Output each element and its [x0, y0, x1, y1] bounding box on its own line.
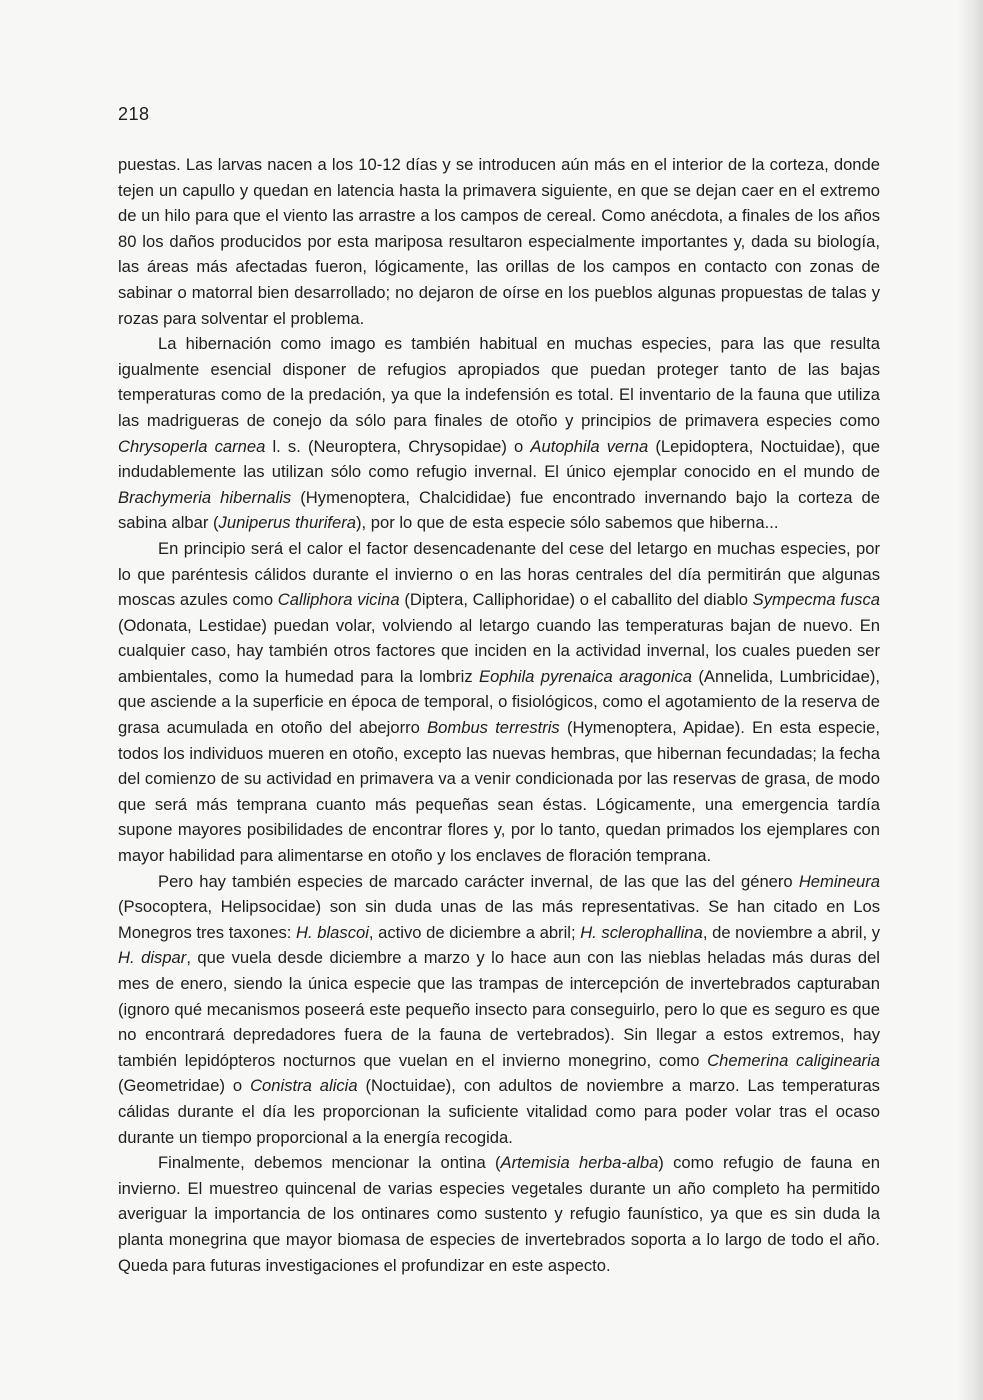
species-name: Conistra alicia	[250, 1076, 358, 1096]
text-run: En principio será el calor el factor desencadenante del cese del letargo en muchas especies, por lo que paréntesis cálidos durante el invierno o en las horas centrales del día permitirán que algunas moscas azules como	[118, 538, 880, 610]
species-name: Chrysoperla carnea	[118, 436, 266, 456]
text-run: (Geometridae) o	[118, 1076, 251, 1096]
text-run: (Hymenoptera, Chalcididae) fue encontrado invernando bajo la corteza de sabina albar (	[118, 487, 880, 533]
species-name: Brachymeria hibernalis	[118, 487, 292, 507]
body-text	[118, 152, 880, 1278]
text-run: puestas. Las larvas nacen a los 10-12 días y se introducen aún más en el interior de la corteza, donde tejen un capullo y quedan en latencia hasta la primavera siguiente, en que se dejan caer en el extremo de un hilo para que el viento las arrastre a los campos de cereal. Como anécdota, a finales de los años 80 los daños producidos por esta mariposa resultaron especialmente importantes y, dada su biología, las áreas más afectadas fueron, lógicamente, las orillas de los campos en contacto con zonas de sabinar o matorral bien desarrollado; no dejaron de oírse en los pueblos algunas propuestas de talas y rozas para solventar el problema.	[118, 155, 880, 328]
text-run: ), por lo que de esta especie sólo sabemos que hiberna...	[355, 513, 779, 533]
species-name: Autophila verna	[530, 436, 649, 456]
text-run: Finalmente, debemos mencionar la ontina (	[158, 1153, 501, 1173]
paragraph	[118, 1150, 880, 1278]
species-name: Hemineura	[798, 871, 880, 891]
text-run: La hibernación como imago es también habitual en muchas especies, para las que resulta igualmente esencial disponer de refugios apropiados que puedan proteger tanto de las bajas temperaturas como de la predación, ya que la indefensión es total. El inventario de la fauna que utiliza las madrigueras de conejo da sólo para finales de otoño y principios de primavera especies como	[118, 334, 880, 430]
text-run: (Lepidoptera, Noctuidae), que indudablemente las utilizan sólo como refugio invernal. El único ejemplar conocido en el mundo de	[118, 436, 880, 482]
paragraph	[118, 536, 880, 869]
text-run: (Noctuidae), con adultos de noviembre a marzo. Las temperaturas cálidas durante el día les proporcionan la suficiente vitalidad como para poder volar tras el ocaso durante un tiempo proporcional a la energía recogida.	[118, 1076, 880, 1147]
text-run: , que vuela desde diciembre a marzo y lo hace aun con las nieblas heladas más duras del mes de enero, siendo la única especie que las trampas de intercepción de invertebrados capturaban (ignoro qué mecanismos poseerá este pequeño insecto para conseguirlo, pero lo que es seguro es que no encontrará depredadores fuera de la fauna de vertebrados). Sin llegar a estos extremos, hay también lepidópteros nocturnos que vuelan en el invierno monegrino, como	[118, 948, 880, 1070]
text-run: (Diptera, Calliphoridae) o el caballito del diablo	[399, 590, 753, 610]
text-run: l. s. (Neuroptera, Chrysopidae) o	[265, 436, 531, 456]
species-name: Calliphora vicina	[277, 590, 400, 610]
paragraph	[118, 869, 880, 1151]
page-number: 218	[118, 104, 150, 124]
paragraph	[118, 152, 880, 331]
paragraph	[118, 331, 880, 536]
text-run: (Annelida, Lumbricidae), que asciende a la superficie en época de temporal, o fisiológicos, como el agotamiento de la reserva de grasa acumulada en otoño del abejorro	[118, 666, 880, 738]
species-name: Sympecma fusca	[752, 590, 881, 610]
species-name: Bombus terrestris	[427, 718, 560, 738]
text-run: Pero hay también especies de marcado carácter invernal, de las que las del género	[158, 871, 799, 891]
species-name: Juniperus thurifera	[218, 513, 356, 533]
text-run: ) como refugio de fauna en invierno. El muestreo quincenal de varias especies vegetales durante un año completo ha permitido averiguar la importancia de los ontinares como sustento y refugio faunístico, ya que es sin duda la planta monegrina que mayor biomasa de especies de invertebrados soporta a lo largo de todo el año. Queda para futuras investigaciones el profundizar en este aspecto.	[118, 1153, 880, 1275]
species-name: Chemerina caliginearia	[707, 1050, 880, 1070]
species-name: H. sclerophallina	[580, 922, 703, 942]
text-run: (Odonata, Lestidae) puedan volar, volviendo al letargo cuando las temperaturas bajan de nuevo. En cualquier caso, hay también otros factores que inciden en la actividad invernal, los cuales pueden ser ambientales, como la humedad para la lombriz	[118, 615, 880, 686]
text-run: (Hymenoptera, Apidae). En esta especie, todos los individuos mueren en otoño, excepto las nuevas hembras, que hibernan fecundadas; la fecha del comienzo de su actividad en primavera va a venir condicionada por las reservas de grasa, de modo que será más temprana cuanto más pequeñas sean éstas. Lógicamente, una emergencia tardía supone mayores posibilidades de encontrar flores y, por lo tanto, quedan primados los ejemplares con mayor habilidad para alimentarse en otoño y los enclaves de floración temprana.	[118, 718, 880, 866]
species-name: H. dispar	[118, 948, 187, 968]
page-edge-shadow	[957, 0, 983, 1400]
species-name: H. blascoi	[296, 922, 369, 942]
text-run: , de noviembre a abril, y	[702, 922, 881, 942]
text-run: (Psocoptera, Helipsocidae) son sin duda unas de las más representativas. Se han citado en Los Monegros tres taxones:	[118, 897, 880, 942]
species-name: Eophila pyrenaica aragonica	[479, 666, 692, 686]
text-run: , activo de diciembre a abril;	[368, 922, 581, 942]
species-name: Artemisia herba-alba	[500, 1153, 659, 1173]
